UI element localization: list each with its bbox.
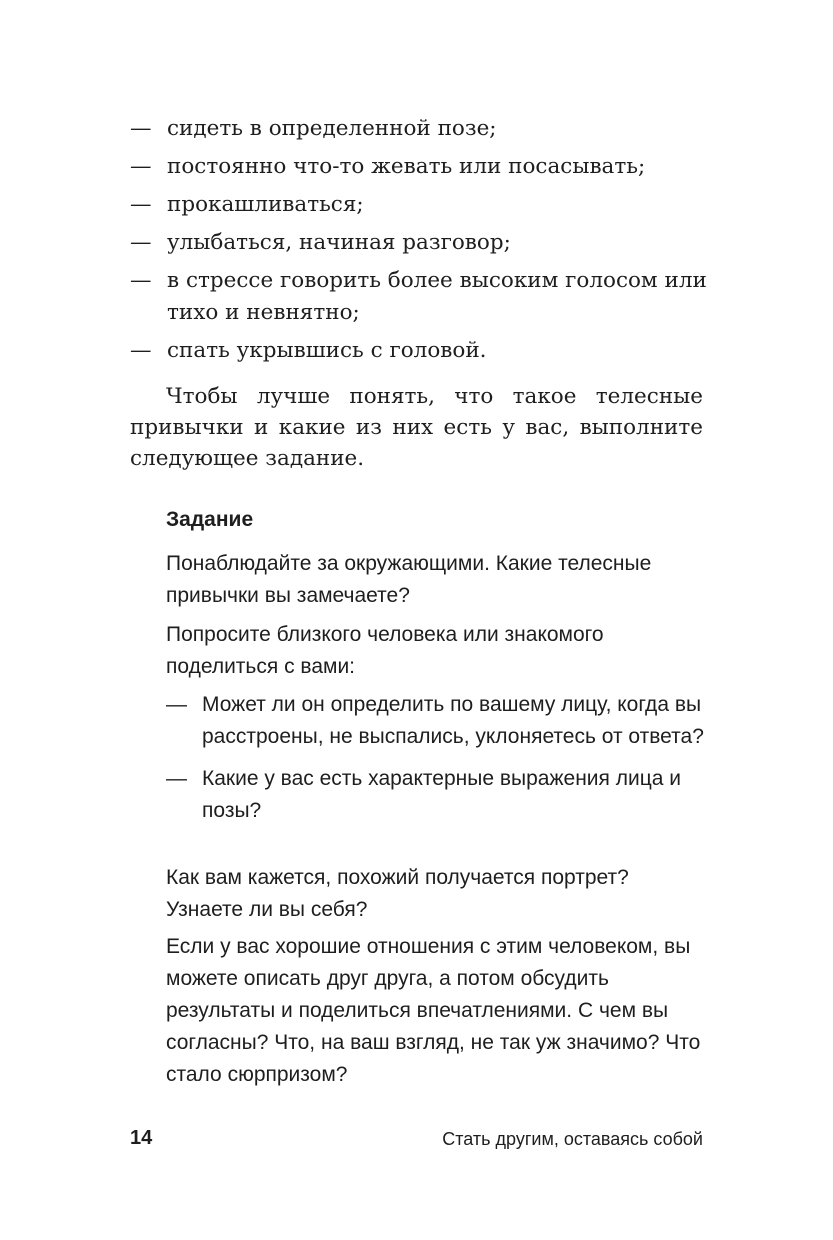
list-item-text: Может ли он определить по вашему лицу, когда вы расстроены, не выспались, уклоняетесь от ответа? (202, 693, 704, 748)
list-item-text: прокашливаться; (167, 192, 364, 217)
list-dash: — (130, 116, 152, 141)
list-item (130, 189, 710, 221)
task-title: Задание (166, 508, 254, 531)
list-dash: — (130, 268, 152, 293)
list-dash: — (166, 767, 187, 790)
task-paragraph-observe: Понаблюдайте за окружающими. Какие телесные привычки вы замечаете? (166, 552, 652, 607)
task-paragraph-portrait: Как вам кажется, похожий получается портрет? Узнаете ли вы себя? (166, 866, 629, 921)
list-item-text: Какие у вас есть характерные выражения лица и позы? (202, 767, 681, 822)
list-item (166, 689, 706, 753)
running-book-title: Стать другим, оставаясь собой (442, 1129, 703, 1149)
task-questions-list (166, 689, 706, 837)
body-habits-list (130, 113, 710, 373)
task-paragraph-ask: Попросите близкого человека или знакомого поделиться с вами: (166, 623, 604, 678)
list-dash: — (130, 192, 152, 217)
list-item (130, 227, 710, 259)
list-item (166, 763, 706, 827)
task-paragraph-discuss: Если у вас хорошие отношения с этим человеком, вы можете описать друг друга, а потом обсудить результаты и поделиться впечатлениями. С чем вы согласны? Что, на ваш взгляд, не так уж значимо? Что стало сюрпризом? (166, 935, 701, 1086)
list-item-text: в стрессе говорить более высоким голосом или тихо и невнятно; (167, 268, 707, 325)
page-number: 14 (130, 1127, 153, 1149)
list-item-text: улыбаться, начиная разговор; (167, 230, 511, 255)
list-dash: — (130, 338, 152, 363)
list-item (130, 335, 710, 367)
list-item (130, 113, 710, 145)
list-item-text: спать укрывшись с головой. (167, 338, 487, 363)
intro-paragraph: Чтобы лучше понять, что такое телесные привычки и какие из них есть у вас, выполните следующее задание. (130, 384, 703, 471)
list-dash: — (130, 230, 152, 255)
list-dash: — (166, 693, 187, 716)
list-item-text: постоянно что-то жевать или посасывать; (167, 154, 646, 179)
list-item (130, 265, 710, 329)
list-dash: — (130, 154, 152, 179)
list-item (130, 151, 710, 183)
list-item-text: сидеть в определенной позе; (167, 116, 497, 141)
